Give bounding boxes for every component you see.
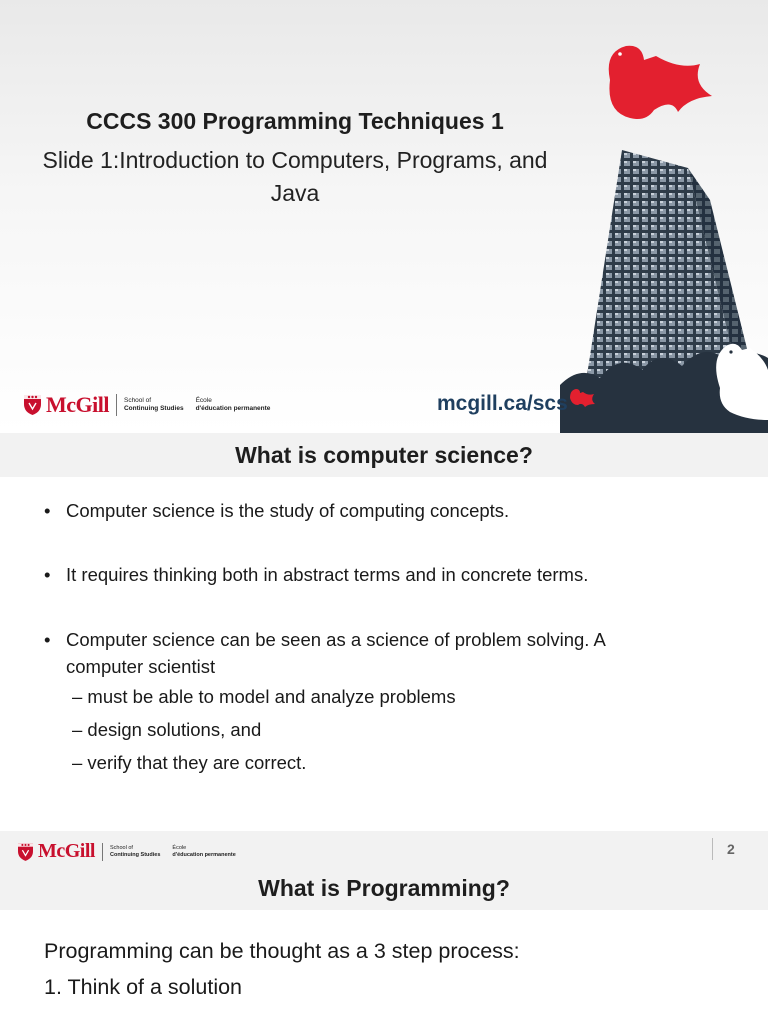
- mcgill-logo: [18, 840, 236, 863]
- bullet-item: • Computer science is the study of computing concepts.: [44, 500, 510, 521]
- slide3-line-2: 1. Think of a solution: [44, 975, 243, 999]
- slide2-heading: What is computer science?: [0, 433, 768, 477]
- slide2-bullet-list: [44, 498, 744, 779]
- ecole-name: École d'éducation permanente: [172, 844, 236, 858]
- scs-url: mcgill.ca/scs: [437, 392, 568, 415]
- slide-subtitle: [0, 144, 590, 210]
- school-name: School of Continuing Studies: [123, 397, 184, 412]
- bird-icon: [568, 384, 596, 408]
- slide3-body: [44, 933, 520, 1005]
- mcgill-wordmark: McGill: [38, 840, 95, 862]
- subtitle-line-2: Java: [270, 180, 320, 206]
- mcgill-shield-icon: [18, 843, 33, 861]
- sub-item: – verify that they are correct.: [72, 752, 307, 773]
- slide3-line-1: Programming can be thought as a 3 step process:: [44, 939, 520, 963]
- bullet-item: • Computer science can be seen as a science of problem solving. A computer scientist: [44, 629, 605, 677]
- sub-item: – design solutions, and: [72, 719, 262, 740]
- title-slide: [0, 0, 768, 433]
- mcgill-wordmark: McGill: [46, 392, 109, 417]
- school-name: School of Continuing Studies: [109, 844, 161, 858]
- course-title: CCCS 300 Programming Techniques 1: [86, 108, 504, 134]
- mcgill-logo: [24, 392, 270, 418]
- ecole-name: École d'éducation permanente: [195, 397, 271, 412]
- slide3-heading: What is Programming?: [0, 868, 768, 910]
- page-number: 2: [712, 838, 735, 860]
- logo-divider: [116, 394, 117, 416]
- sub-item: – must be able to model and analyze problems: [72, 686, 456, 707]
- subtitle-line-1: Slide 1:Introduction to Computers, Programs, and: [42, 147, 548, 173]
- building-bird-illustration: [560, 40, 768, 433]
- logo-divider: [102, 843, 103, 861]
- mcgill-shield-icon: [24, 395, 41, 415]
- bullet-item: • It requires thinking both in abstract terms and in concrete terms.: [44, 564, 589, 585]
